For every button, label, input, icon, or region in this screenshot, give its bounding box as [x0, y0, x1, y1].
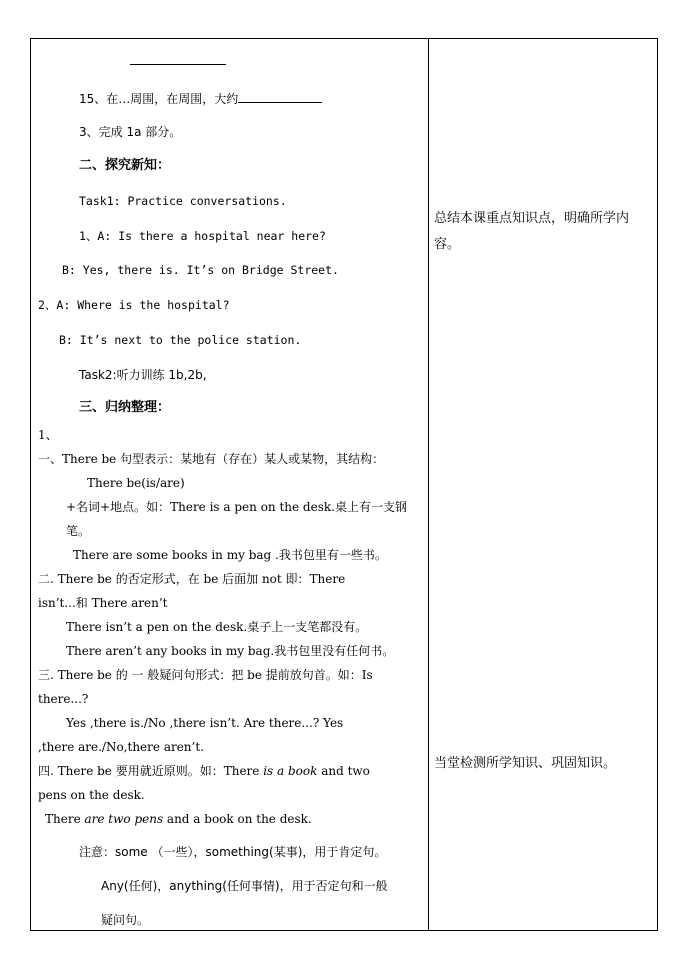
answer-blank-line	[130, 52, 226, 69]
rule2-line4: There aren’t any books in my bag.我书包里没有任何书。	[66, 644, 395, 658]
task1-line: Task1: Practice conversations.	[79, 194, 287, 208]
conversation-2b: B: It’s next to the police station.	[59, 333, 302, 347]
conversation-2a: 2、A: Where is the hospital?	[38, 298, 230, 312]
rule1-line5: There are some books in my bag .我书包里有一些书。	[73, 548, 387, 562]
rule2-line2: isn’t...和 There aren’t	[38, 596, 168, 610]
remark-check: 当堂检测所学知识、巩固知识。	[434, 756, 617, 771]
item-15: 15、在…周围，在周围，大约	[79, 90, 322, 107]
rule2-line3: There isn’t a pen on the desk.桌子上一支笔都没有。	[66, 620, 368, 634]
rule1-line2: There be(is/are)	[87, 476, 185, 490]
conversation-1b: B: Yes, there is. It’s on Bridge Street.	[62, 263, 339, 277]
task2-line: Task2:听力训练 1b,2b,	[79, 368, 207, 382]
item-3: 3、完成 1a 部分。	[79, 125, 182, 139]
rule3-line4: ,there are./No,there aren’t.	[38, 740, 204, 754]
rule4-line3: There are two pens and a book on the desk.	[45, 812, 312, 826]
rule1-line3: +名词+地点。如：There is a pen on the desk.桌上有一支钢	[66, 500, 407, 514]
rule1-line1: 一、There be 句型表示：某地有（存在）某人或某物，其结构：	[38, 452, 385, 466]
section-explore-heading: 二、探究新知：	[79, 158, 171, 173]
section-summary-heading: 三、归纳整理：	[79, 400, 171, 415]
rule3-line1: 三. There be 的 一 般疑问句形式：把 be 提前放句首。如：Is	[38, 668, 373, 682]
note-line1: 注意：some （一些），something(某事)，用于肯定句。	[79, 845, 387, 859]
rule3-line3: Yes ,there is./No ,there isn’t. Are there...? Yes	[66, 716, 344, 730]
conversation-1a: 1、A: Is there a hospital near here?	[79, 229, 326, 243]
rule1-line4: 笔。	[66, 524, 91, 538]
answer-blank	[238, 90, 322, 103]
note-line3: 疑问句。	[101, 913, 150, 927]
rule4-line2: pens on the desk.	[38, 788, 145, 802]
rule3-line2: there...?	[38, 692, 89, 706]
number-1: 1、	[38, 428, 58, 442]
rule4-line1: 四. There be 要用就近原则。如：There is a book and two	[38, 764, 370, 778]
rule2-line1: 二. There be 的否定形式，在 be 后面加 not 即：There	[38, 572, 346, 586]
note-line2: Any(任何)，anything(任何事情)，用于否定句和一般	[101, 879, 388, 893]
column-divider	[428, 38, 429, 931]
remark-summary: 总结本课重点知识点，明确所学内容。	[434, 211, 630, 252]
